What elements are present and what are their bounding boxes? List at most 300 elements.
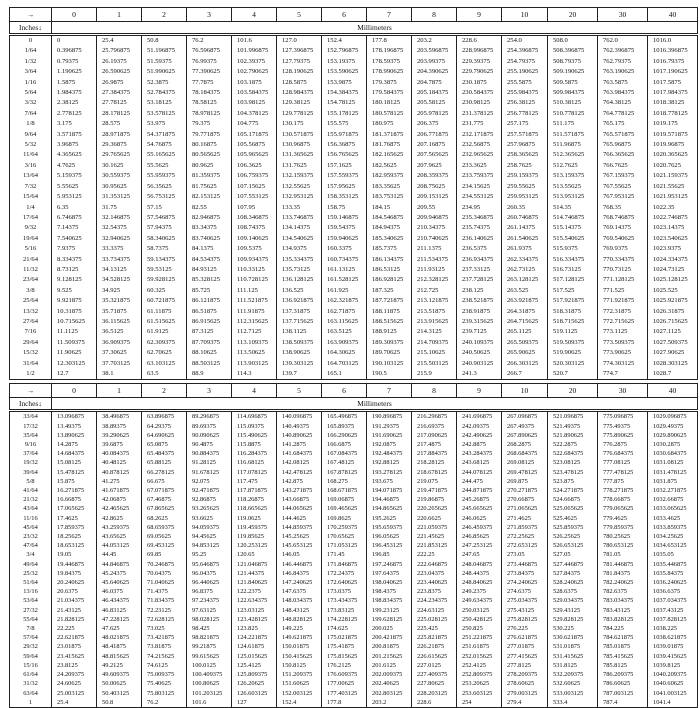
mm-value: 129.778125 bbox=[277, 109, 322, 119]
mm-value: 179.584375 bbox=[367, 88, 412, 98]
mm-value: 41.275 bbox=[97, 477, 142, 486]
mm-value: 782.240625 bbox=[598, 578, 648, 587]
mm-value: 205.184375 bbox=[412, 88, 457, 98]
mm-value: 775.096875 bbox=[598, 411, 648, 422]
mm-value: 135.334375 bbox=[277, 255, 322, 265]
mm-value: 64.690625 bbox=[142, 431, 187, 440]
mm-value: 43.259375 bbox=[97, 523, 142, 532]
mm-value: 9.128125 bbox=[52, 275, 97, 285]
row-fraction-inches: 1/64 bbox=[10, 46, 52, 56]
mm-value: 765.96875 bbox=[598, 140, 648, 150]
mm-value: 531.415625 bbox=[548, 652, 598, 661]
row-fraction-inches: 35/64 bbox=[10, 431, 52, 440]
mm-value: 92.075 bbox=[187, 477, 232, 486]
mm-value: 1024.334375 bbox=[648, 255, 698, 265]
mm-value: 1025.921875 bbox=[648, 296, 698, 306]
mm-value: 193.278125 bbox=[367, 468, 412, 477]
mm-value: 515.14375 bbox=[548, 223, 598, 233]
mm-value: 53.975 bbox=[142, 119, 187, 129]
mm-value: 46.434375 bbox=[97, 596, 142, 605]
mm-value: 216.69375 bbox=[412, 422, 457, 431]
mm-value: 223.8375 bbox=[412, 587, 457, 596]
mm-value: 510.38125 bbox=[548, 98, 598, 108]
mm-value: 233.3625 bbox=[457, 161, 502, 171]
mm-value: 131.7625 bbox=[277, 161, 322, 171]
mm-value: 522.684375 bbox=[548, 449, 598, 458]
mm-value: 115.490625 bbox=[232, 431, 277, 440]
mm-value: 114.696875 bbox=[232, 411, 277, 422]
mm-value: 1035.84375 bbox=[648, 569, 698, 578]
mm-value: 7.9375 bbox=[52, 244, 97, 254]
mm-value: 182.959375 bbox=[367, 171, 412, 181]
column-header-inches: 5 bbox=[277, 8, 322, 22]
mm-value: 163.115625 bbox=[322, 317, 367, 327]
mm-value: 25.4 bbox=[52, 698, 97, 708]
mm-value: 208.359375 bbox=[412, 171, 457, 181]
row-fraction-inches: 53/64 bbox=[10, 596, 52, 605]
mm-value: 17.4625 bbox=[52, 514, 97, 523]
mm-value: 771.921875 bbox=[598, 296, 648, 306]
mm-value: 247.65 bbox=[457, 550, 502, 559]
mm-value: 80.9625 bbox=[187, 161, 232, 171]
mm-value: 46.83125 bbox=[97, 606, 142, 615]
mm-value: 203.99375 bbox=[412, 57, 457, 67]
mm-value: 203.2 bbox=[412, 35, 457, 47]
mm-value: 784.621875 bbox=[598, 633, 648, 642]
mm-value: 30.1625 bbox=[97, 161, 142, 171]
mm-value: 765.175 bbox=[598, 119, 648, 129]
mm-value: 19.84375 bbox=[52, 569, 97, 578]
mm-value: 82.946875 bbox=[187, 213, 232, 223]
mm-value: 155.178125 bbox=[322, 109, 367, 119]
mm-value: 1036.240625 bbox=[648, 578, 698, 587]
mm-value: 524.271875 bbox=[548, 486, 598, 495]
mm-value: 259.55625 bbox=[502, 182, 548, 192]
mm-value: 39.290625 bbox=[97, 431, 142, 440]
mm-value: 509.984375 bbox=[548, 88, 598, 98]
mm-value: 45.24375 bbox=[97, 569, 142, 578]
mm-value: 65.88125 bbox=[142, 458, 187, 467]
mm-value: 533.4 bbox=[548, 698, 598, 708]
table-row bbox=[10, 35, 698, 47]
mm-value: 271.859375 bbox=[502, 523, 548, 532]
mm-value: 278.209375 bbox=[502, 670, 548, 679]
mm-value: 212.328125 bbox=[412, 275, 457, 285]
mm-value: 1035.05 bbox=[648, 550, 698, 559]
table-row bbox=[10, 109, 698, 119]
mm-value: 41.671875 bbox=[97, 486, 142, 495]
mm-value: 165.496875 bbox=[322, 411, 367, 422]
mm-value: 140.49375 bbox=[277, 422, 322, 431]
mm-value: 522.2875 bbox=[548, 440, 598, 449]
mm-value: 62.70625 bbox=[142, 348, 187, 358]
table-row bbox=[10, 541, 698, 550]
mm-value: 238.521875 bbox=[457, 296, 502, 306]
mm-value: 230.584375 bbox=[457, 88, 502, 98]
mm-value: 1019.571875 bbox=[648, 130, 698, 140]
mm-value: 196.453125 bbox=[367, 541, 412, 550]
mm-value: 252.015625 bbox=[457, 652, 502, 661]
mm-value: 15.08125 bbox=[52, 458, 97, 467]
mm-value: 84.1375 bbox=[187, 244, 232, 254]
mm-value: 182.165625 bbox=[367, 150, 412, 160]
mm-value: 148.828125 bbox=[277, 615, 322, 624]
mm-value: 61.11875 bbox=[142, 307, 187, 317]
mm-value: 57.546875 bbox=[142, 213, 187, 223]
mm-value: 82.55 bbox=[187, 203, 232, 213]
mm-value: 225.821875 bbox=[412, 633, 457, 642]
mm-value: 44.45 bbox=[97, 550, 142, 559]
mm-value: 274.6375 bbox=[502, 587, 548, 596]
mm-value: 45.640625 bbox=[97, 578, 142, 587]
mm-value: 70.246875 bbox=[142, 560, 187, 569]
mm-value: 73.81875 bbox=[142, 642, 187, 651]
mm-value: 100.0125 bbox=[187, 661, 232, 670]
mm-value: 39.6875 bbox=[97, 440, 142, 449]
mm-value: 530.225 bbox=[548, 624, 598, 633]
row-fraction-inches: 11/64 bbox=[10, 150, 52, 160]
mm-value: 222.25 bbox=[412, 550, 457, 559]
mm-value: 51.196875 bbox=[142, 46, 187, 56]
mm-value: 81.75625 bbox=[187, 182, 232, 192]
mm-value: 763.190625 bbox=[598, 67, 648, 77]
mm-value: 156.765625 bbox=[322, 150, 367, 160]
mm-value: 63.896875 bbox=[142, 411, 187, 422]
mm-value: 165.89375 bbox=[322, 422, 367, 431]
column-header-inches: 3 bbox=[187, 8, 232, 22]
mm-value: 170.259375 bbox=[322, 523, 367, 532]
mm-value: 141.684375 bbox=[277, 449, 322, 458]
table-row bbox=[10, 223, 698, 233]
mm-value: 88.9 bbox=[187, 369, 232, 380]
mm-value: 139.303125 bbox=[277, 359, 322, 369]
mm-value: 70.64375 bbox=[142, 569, 187, 578]
mm-value: 275.43125 bbox=[502, 606, 548, 615]
row-fraction-inches: 25/64 bbox=[10, 296, 52, 306]
mm-value: 233.759375 bbox=[457, 171, 502, 181]
mm-value: 772.31875 bbox=[598, 307, 648, 317]
mm-value: 180.18125 bbox=[367, 98, 412, 108]
mm-value: 161.528125 bbox=[322, 275, 367, 285]
mm-value: 144.065625 bbox=[277, 504, 322, 513]
mm-value: 777.08125 bbox=[598, 458, 648, 467]
mm-value: 173.0375 bbox=[322, 587, 367, 596]
mm-value: 226.21875 bbox=[412, 642, 457, 651]
mm-value: 26.19375 bbox=[97, 57, 142, 67]
mm-value: 203.2 bbox=[367, 698, 412, 708]
table-row bbox=[10, 661, 698, 670]
mm-value: 159.146875 bbox=[322, 213, 367, 223]
column-header-inches: 6 bbox=[322, 8, 367, 22]
mm-value: 5.159375 bbox=[52, 171, 97, 181]
table-row bbox=[10, 98, 698, 108]
mm-value: 112.315625 bbox=[232, 317, 277, 327]
mm-value: 529.034375 bbox=[548, 596, 598, 605]
mm-value: 88.503125 bbox=[187, 359, 232, 369]
mm-value: 3.96875 bbox=[52, 140, 97, 150]
mm-value: 247.253125 bbox=[457, 541, 502, 550]
mm-value: 18.653125 bbox=[52, 541, 97, 550]
mm-value: 69.85 bbox=[142, 550, 187, 559]
mm-value: 195.2625 bbox=[367, 514, 412, 523]
row-fraction-inches: 5/32 bbox=[10, 140, 52, 150]
mm-value: 195.659375 bbox=[367, 523, 412, 532]
mm-value: 38.1 bbox=[97, 369, 142, 380]
mm-value: 155.575 bbox=[322, 119, 367, 129]
mm-value: 96.8375 bbox=[187, 587, 232, 596]
mm-value: 249.2375 bbox=[457, 587, 502, 596]
table-row bbox=[10, 286, 698, 296]
mm-value: 164.703125 bbox=[322, 359, 367, 369]
mm-value: 525.859375 bbox=[548, 523, 598, 532]
mm-value: 531.01875 bbox=[548, 642, 598, 651]
mm-value: 266.303125 bbox=[502, 359, 548, 369]
mm-value: 173.83125 bbox=[322, 606, 367, 615]
mm-value: 270.66875 bbox=[502, 495, 548, 504]
mm-value: 36.115625 bbox=[97, 317, 142, 327]
table-row bbox=[10, 689, 698, 698]
mm-value: 109.5375 bbox=[232, 244, 277, 254]
mm-value: 30.95625 bbox=[97, 182, 142, 192]
mm-value: 122.634375 bbox=[232, 596, 277, 605]
mm-value: 113.50625 bbox=[232, 348, 277, 358]
mm-value: 177.403125 bbox=[322, 689, 367, 698]
mm-value: 150.415625 bbox=[277, 652, 322, 661]
mm-value: 159.940625 bbox=[322, 234, 367, 244]
mm-value: 263.525 bbox=[502, 286, 548, 296]
table-row bbox=[10, 495, 698, 504]
mm-value: 25.4 bbox=[97, 35, 142, 47]
mm-value: 4.365625 bbox=[52, 150, 97, 160]
mm-value: 193.675 bbox=[367, 477, 412, 486]
mm-value: 226.615625 bbox=[412, 652, 457, 661]
mm-value: 240.109375 bbox=[457, 338, 502, 348]
mm-value: 1037.034375 bbox=[648, 596, 698, 605]
mm-value: 1030.684375 bbox=[648, 449, 698, 458]
row-fraction-inches: 51/64 bbox=[10, 578, 52, 587]
mm-value: 28.575 bbox=[97, 119, 142, 129]
row-fraction-inches: 15/32 bbox=[10, 348, 52, 358]
mm-value: 163.909375 bbox=[322, 338, 367, 348]
mm-value: 9.525 bbox=[52, 286, 97, 296]
mm-value: 508.79375 bbox=[548, 57, 598, 67]
mm-value: 259.953125 bbox=[502, 192, 548, 202]
mm-value: 518.715625 bbox=[548, 317, 598, 327]
mm-value: 54.76875 bbox=[142, 140, 187, 150]
mm-value: 17.859375 bbox=[52, 523, 97, 532]
mm-value: 523.08125 bbox=[548, 458, 598, 467]
mm-value: 256.778125 bbox=[502, 109, 548, 119]
mm-value: 1021.953125 bbox=[648, 192, 698, 202]
column-header-inches: 7 bbox=[367, 8, 412, 22]
mm-value: 1025.128125 bbox=[648, 275, 698, 285]
mm-value: 250.825 bbox=[457, 624, 502, 633]
table-row bbox=[10, 182, 698, 192]
mm-value: 267.096875 bbox=[502, 411, 548, 422]
arrow-right-label: → bbox=[10, 8, 52, 22]
mm-value: 79.771875 bbox=[187, 130, 232, 140]
mm-value: 532.209375 bbox=[548, 670, 598, 679]
mm-value: 786.209375 bbox=[598, 670, 648, 679]
mm-value: 132.953125 bbox=[277, 192, 322, 202]
mm-value: 107.95 bbox=[232, 203, 277, 213]
mm-value: 76.596875 bbox=[187, 46, 232, 56]
mm-value: 194.071875 bbox=[367, 486, 412, 495]
mm-value: 169.06875 bbox=[322, 495, 367, 504]
mm-value: 75.009375 bbox=[142, 670, 187, 679]
mm-value: 121.840625 bbox=[232, 578, 277, 587]
mm-value: 221.059375 bbox=[412, 523, 457, 532]
mm-value: 772.715625 bbox=[598, 317, 648, 327]
mm-value: 528.6375 bbox=[548, 587, 598, 596]
mm-value: 81.359375 bbox=[187, 171, 232, 181]
mm-value: 255.5875 bbox=[502, 78, 548, 88]
row-fraction-inches: 5/8 bbox=[10, 477, 52, 486]
mm-value: 183.753125 bbox=[367, 192, 412, 202]
table-row bbox=[10, 150, 698, 160]
mm-value: 175.815625 bbox=[322, 652, 367, 661]
mm-value: 245.665625 bbox=[457, 504, 502, 513]
mm-value: 92.86875 bbox=[187, 495, 232, 504]
mm-value: 113.109375 bbox=[232, 338, 277, 348]
table-row bbox=[10, 88, 698, 98]
mm-value: 50.8 bbox=[97, 698, 142, 708]
column-header-inches: 40 bbox=[648, 384, 698, 398]
row-fraction-inches: 13/16 bbox=[10, 587, 52, 596]
table-row bbox=[10, 624, 698, 633]
column-header-inches: 9 bbox=[457, 384, 502, 398]
mm-value: 23.8125 bbox=[52, 661, 97, 670]
mm-value: 265.509375 bbox=[502, 338, 548, 348]
mm-value: 107.553125 bbox=[232, 192, 277, 202]
mm-value: 1037.828125 bbox=[648, 615, 698, 624]
mm-value: 12.7 bbox=[52, 369, 97, 380]
mm-value: 209.946875 bbox=[412, 213, 457, 223]
mm-value: 781.05 bbox=[598, 550, 648, 559]
mm-value: 43.65625 bbox=[97, 532, 142, 541]
table-row bbox=[10, 78, 698, 88]
mm-value: 206.771875 bbox=[412, 130, 457, 140]
table-row bbox=[10, 422, 698, 431]
column-header-inches: 8 bbox=[412, 384, 457, 398]
mm-value: 14.684375 bbox=[52, 449, 97, 458]
mm-value: 1021.159375 bbox=[648, 171, 698, 181]
mm-value: 530.621875 bbox=[548, 633, 598, 642]
mm-value: 108.74375 bbox=[232, 223, 277, 233]
table-row bbox=[10, 203, 698, 213]
mm-value: 254.396875 bbox=[502, 46, 548, 56]
mm-value: 50.00625 bbox=[97, 679, 142, 688]
mm-value: 119.0625 bbox=[232, 514, 277, 523]
mm-value: 519.1125 bbox=[548, 327, 598, 337]
mm-value: 137.31875 bbox=[277, 307, 322, 317]
mm-value: 210.740625 bbox=[412, 234, 457, 244]
table-row bbox=[10, 369, 698, 380]
mm-value: 242.8875 bbox=[457, 440, 502, 449]
mm-value: 196.85 bbox=[367, 550, 412, 559]
mm-value: 531.8125 bbox=[548, 661, 598, 670]
mm-value: 278.60625 bbox=[502, 679, 548, 688]
mm-value: 515.9375 bbox=[548, 244, 598, 254]
mm-value: 267.890625 bbox=[502, 431, 548, 440]
mm-value: 167.084375 bbox=[322, 449, 367, 458]
mm-value: 234.15625 bbox=[457, 182, 502, 192]
mm-value: 50.403125 bbox=[97, 689, 142, 698]
table-row bbox=[10, 234, 698, 244]
mm-value: 51.59375 bbox=[142, 57, 187, 67]
mm-value: 151.60625 bbox=[277, 679, 322, 688]
row-fraction-inches: 3/8 bbox=[10, 286, 52, 296]
mm-value: 0.396875 bbox=[52, 46, 97, 56]
table-row bbox=[10, 359, 698, 369]
column-header-inches: 5 bbox=[277, 384, 322, 398]
mm-value: 508.0 bbox=[548, 35, 598, 47]
mm-value: 52.784375 bbox=[142, 88, 187, 98]
mm-value: 198.4375 bbox=[367, 587, 412, 596]
mm-value: 264.31875 bbox=[502, 307, 548, 317]
mm-value: 42.8625 bbox=[97, 514, 142, 523]
mm-value: 184.15 bbox=[367, 203, 412, 213]
mm-value: 1040.60625 bbox=[648, 679, 698, 688]
row-fraction-inches: 25/32 bbox=[10, 569, 52, 578]
mm-value: 149.621875 bbox=[277, 633, 322, 642]
mm-value: 3.175 bbox=[52, 119, 97, 129]
mm-value: 263.128125 bbox=[502, 275, 548, 285]
mm-value: 98.821875 bbox=[187, 633, 232, 642]
mm-value: 192.484375 bbox=[367, 449, 412, 458]
mm-value: 525.4625 bbox=[548, 514, 598, 523]
mm-value: 176.2125 bbox=[322, 661, 367, 670]
row-fraction-inches: 9/32 bbox=[10, 223, 52, 233]
column-header-inches: 3 bbox=[187, 384, 232, 398]
mm-value: 223.04375 bbox=[412, 569, 457, 578]
mm-value: 1019.175 bbox=[648, 119, 698, 129]
mm-value: 130.175 bbox=[277, 119, 322, 129]
mm-value: 87.3125 bbox=[187, 327, 232, 337]
column-header-row bbox=[10, 8, 698, 22]
mm-value: 194.865625 bbox=[367, 504, 412, 513]
mm-value: 105.171875 bbox=[232, 130, 277, 140]
mm-value: 527.05 bbox=[548, 550, 598, 559]
mm-value: 268.684375 bbox=[502, 449, 548, 458]
mm-value: 67.071875 bbox=[142, 486, 187, 495]
table-row bbox=[10, 679, 698, 688]
mm-value: 767.159375 bbox=[598, 171, 648, 181]
mm-value: 133.746875 bbox=[277, 213, 322, 223]
mm-value: 92.471875 bbox=[187, 486, 232, 495]
mm-value: 1032.66875 bbox=[648, 495, 698, 504]
mm-value: 103.584375 bbox=[232, 88, 277, 98]
row-fraction-inches: 5/64 bbox=[10, 88, 52, 98]
mm-value: 76.99375 bbox=[187, 57, 232, 67]
mm-value: 188.11875 bbox=[367, 307, 412, 317]
millimeters-label: Millimeters bbox=[52, 398, 698, 411]
mm-value: 769.540625 bbox=[598, 234, 648, 244]
mm-value: 89.296875 bbox=[187, 411, 232, 422]
mm-value: 276.225 bbox=[502, 624, 548, 633]
mm-value: 80.565625 bbox=[187, 150, 232, 160]
mm-value: 241.3 bbox=[457, 369, 502, 380]
mm-value: 140.096875 bbox=[277, 411, 322, 422]
mm-value: 265.1125 bbox=[502, 327, 548, 337]
mm-value: 100.409375 bbox=[187, 670, 232, 679]
mm-value: 516.334375 bbox=[548, 255, 598, 265]
mm-value: 104.775 bbox=[232, 119, 277, 129]
mm-value: 1029.49375 bbox=[648, 422, 698, 431]
mm-value: 161.13125 bbox=[322, 265, 367, 275]
mm-value: 250.428125 bbox=[457, 615, 502, 624]
mm-value: 22.225 bbox=[52, 624, 97, 633]
